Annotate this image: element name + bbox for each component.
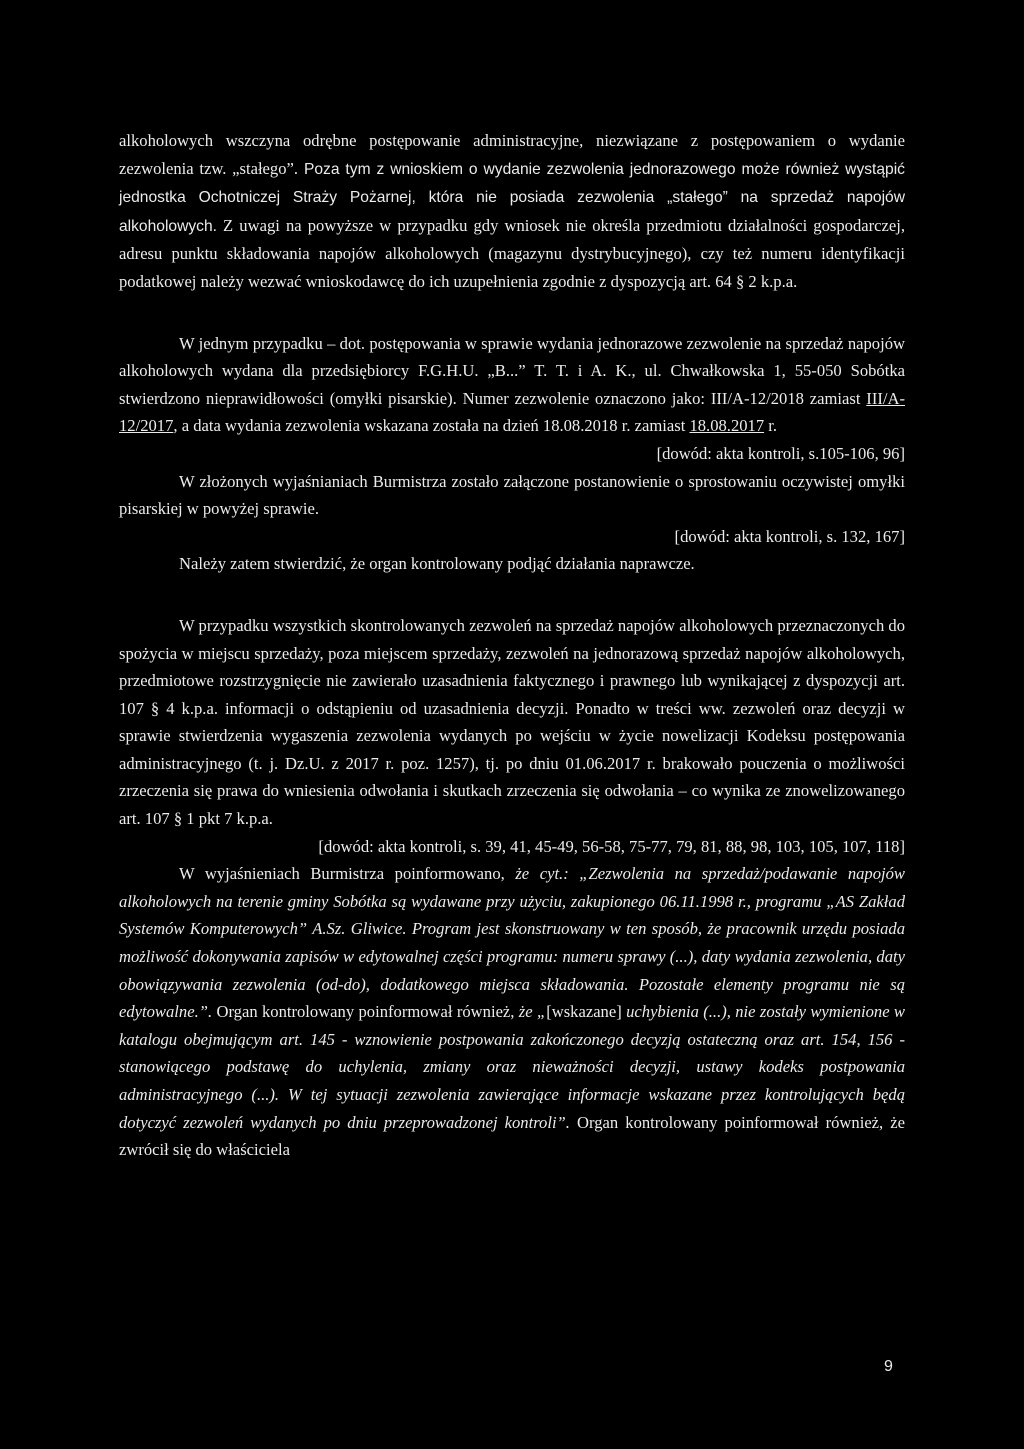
quoted-text: uchybienia (...), nie zostały wymienione w katalogu obejmującym art. 145 - wznowienie postpowania zakończonego decyzją ostateczną oraz art. 154, 156 - stanowiącego podstawę do uchylenia, zmiany oraz nieważności decyzji, ustawy kodeks postpowania administracyjnego (...). W tej sytuacji zezwolenia zawierające informacje wskazane przez kontrolujących będą dotyczyć zezwoleń wydanych po dniu przeprowadzonej kontroli”.	[119, 1002, 905, 1132]
quoted-text: że „	[518, 1002, 547, 1022]
underlined-date: 18.08.2017	[689, 416, 765, 436]
quoted-text: że cyt.: „Zezwolenia na sprzedaż/podawanie napojów alkoholowych na terenie gminy Sobótka są wydawane przy użyciu, zakupionego 06.11.1998 r., programu „AS Zakład Systemów Komputerowych” A.Sz. Gliwice. Program jest skonstruowany w ten sposób, że pracownik urzędu posiada możliwość dokonywania zapisów w edytowalnej części programu: numeru sprawy (...), daty wydania zezwolenia, daty obowiązywania zezwolenia (od-do), dodatkowego miejsca składowania. Pozostałe elementy programu nie są edytowalne.”.	[119, 864, 905, 1022]
paragraph-text: Organ kontrolowany poinformował również,	[212, 1002, 519, 1022]
paragraph-explanations: W złożonych wyjaśnianiach Burmistrza zostało załączone postanowienie o sprostowaniu oczywistej omyłki pisarskiej w powyżej sprawie.	[119, 471, 905, 519]
paragraph-text: Poza tym z wnioskiem o wydanie zezwolenia jednorazowego może również wystąpić jednostka Ochotniczej Straży Pożarnej, która nie posiada zezwolenia „stałego” na sprzedaż napojów alkoholowych.	[119, 160, 905, 235]
paragraph-clerical-errors	[119, 330, 905, 440]
bracketed-insertion: [wskazane]	[546, 1002, 622, 1022]
paragraph-text: alkoholowych wszczyna odrębne postępowanie administracyjne, niezwiązane z postępowaniem o wydanie zezwolenia tzw. „stałego”.	[119, 131, 905, 178]
paragraph-missing-justification: W przypadku wszystkich skontrolowanych zezwoleń na sprzedaż napojów alkoholowych przeznaczonych do spożycia w miejscu sprzedaży, poza miejscem sprzedaży, zezwoleń na jednorazową sprzedaż napojów alkoholowych, przedmiotowe rozstrzygnięcie nie zawierało uzasadnienia faktycznego i prawnego lub wynikającej z dyspozycji art. 107 § 4 k.p.a. informacji o odstąpieniu od uzasadnienia decyzji. Ponadto w treści ww. zezwoleń oraz decyzji w sprawie stwierdzenia wygaszenia zezwolenia wydanych po wejściu w życie nowelizacji Kodeksu postępowania administracyjnego (t. j. Dz.U. z 2017 r. poz. 1257), tj. po dniu 01.06.2017 r. brakowało pouczenia o możliwości zrzeczenia się prawa do wniesienia odwołania i skutkach zrzeczenia się odwołania – co wynika ze znowelizowanego art. 107 § 1 pkt 7 k.p.a.	[119, 615, 905, 829]
paragraph-permit-procedure	[119, 127, 905, 296]
evidence-citation: [dowód: akta kontroli, s.105-106, 96]	[656, 443, 905, 463]
evidence-citation: [dowód: akta kontroli, s. 132, 167]	[674, 526, 905, 546]
paragraph-mayor-explanations	[119, 860, 905, 1164]
underlined-permit-number: III/A-12/2017	[119, 388, 905, 436]
paragraph-text: , a data wydania zezwolenia wskazana została na dzień 18.08.2018 r. zamiast	[173, 416, 690, 436]
page-number: 9	[884, 1358, 893, 1375]
document-page	[119, 127, 905, 1164]
paragraph-text: r.	[764, 416, 778, 436]
paragraph-conclusion: Należy zatem stwierdzić, że organ kontrolowany podjąć działania naprawcze.	[179, 554, 695, 574]
paragraph-text: W wyjaśnieniach Burmistrza poinformowano,	[179, 864, 516, 884]
evidence-citation: [dowód: akta kontroli, s. 39, 41, 45-49, 56-58, 75-77, 79, 81, 88, 98, 103, 105, 107, 118]	[318, 836, 905, 856]
paragraph-text: W jednym przypadku – dot. postępowania w sprawie wydania jednorazowe zezwolenie na sprzedaż napojów alkoholowych wydana dla przedsiębiorcy F.G.H.U. „B...” T. T. i A. K., ul. Chwałkowska 1, 55-050 Sobótka stwierdzono nieprawidłowości (omyłki pisarskie). Numer zezwolenie oznaczono jako: III/A-12/2018 zamiast	[119, 333, 905, 408]
paragraph-text: Z uwagi na powyższe w przypadku gdy wniosek nie określa przedmiotu działalności gospodarczej, adresu punktu składowania napojów alkoholowych (magazynu dystrybucyjnego), czy też numeru identyfikacji podatkowej należy wezwać wnioskodawcę do ich uzupełnienia zgodnie z dyspozycją art. 64 § 2 k.p.a.	[119, 215, 905, 291]
paragraph-text: Organ kontrolowany poinformował również, że zwrócił się do właściciela	[119, 1112, 906, 1160]
